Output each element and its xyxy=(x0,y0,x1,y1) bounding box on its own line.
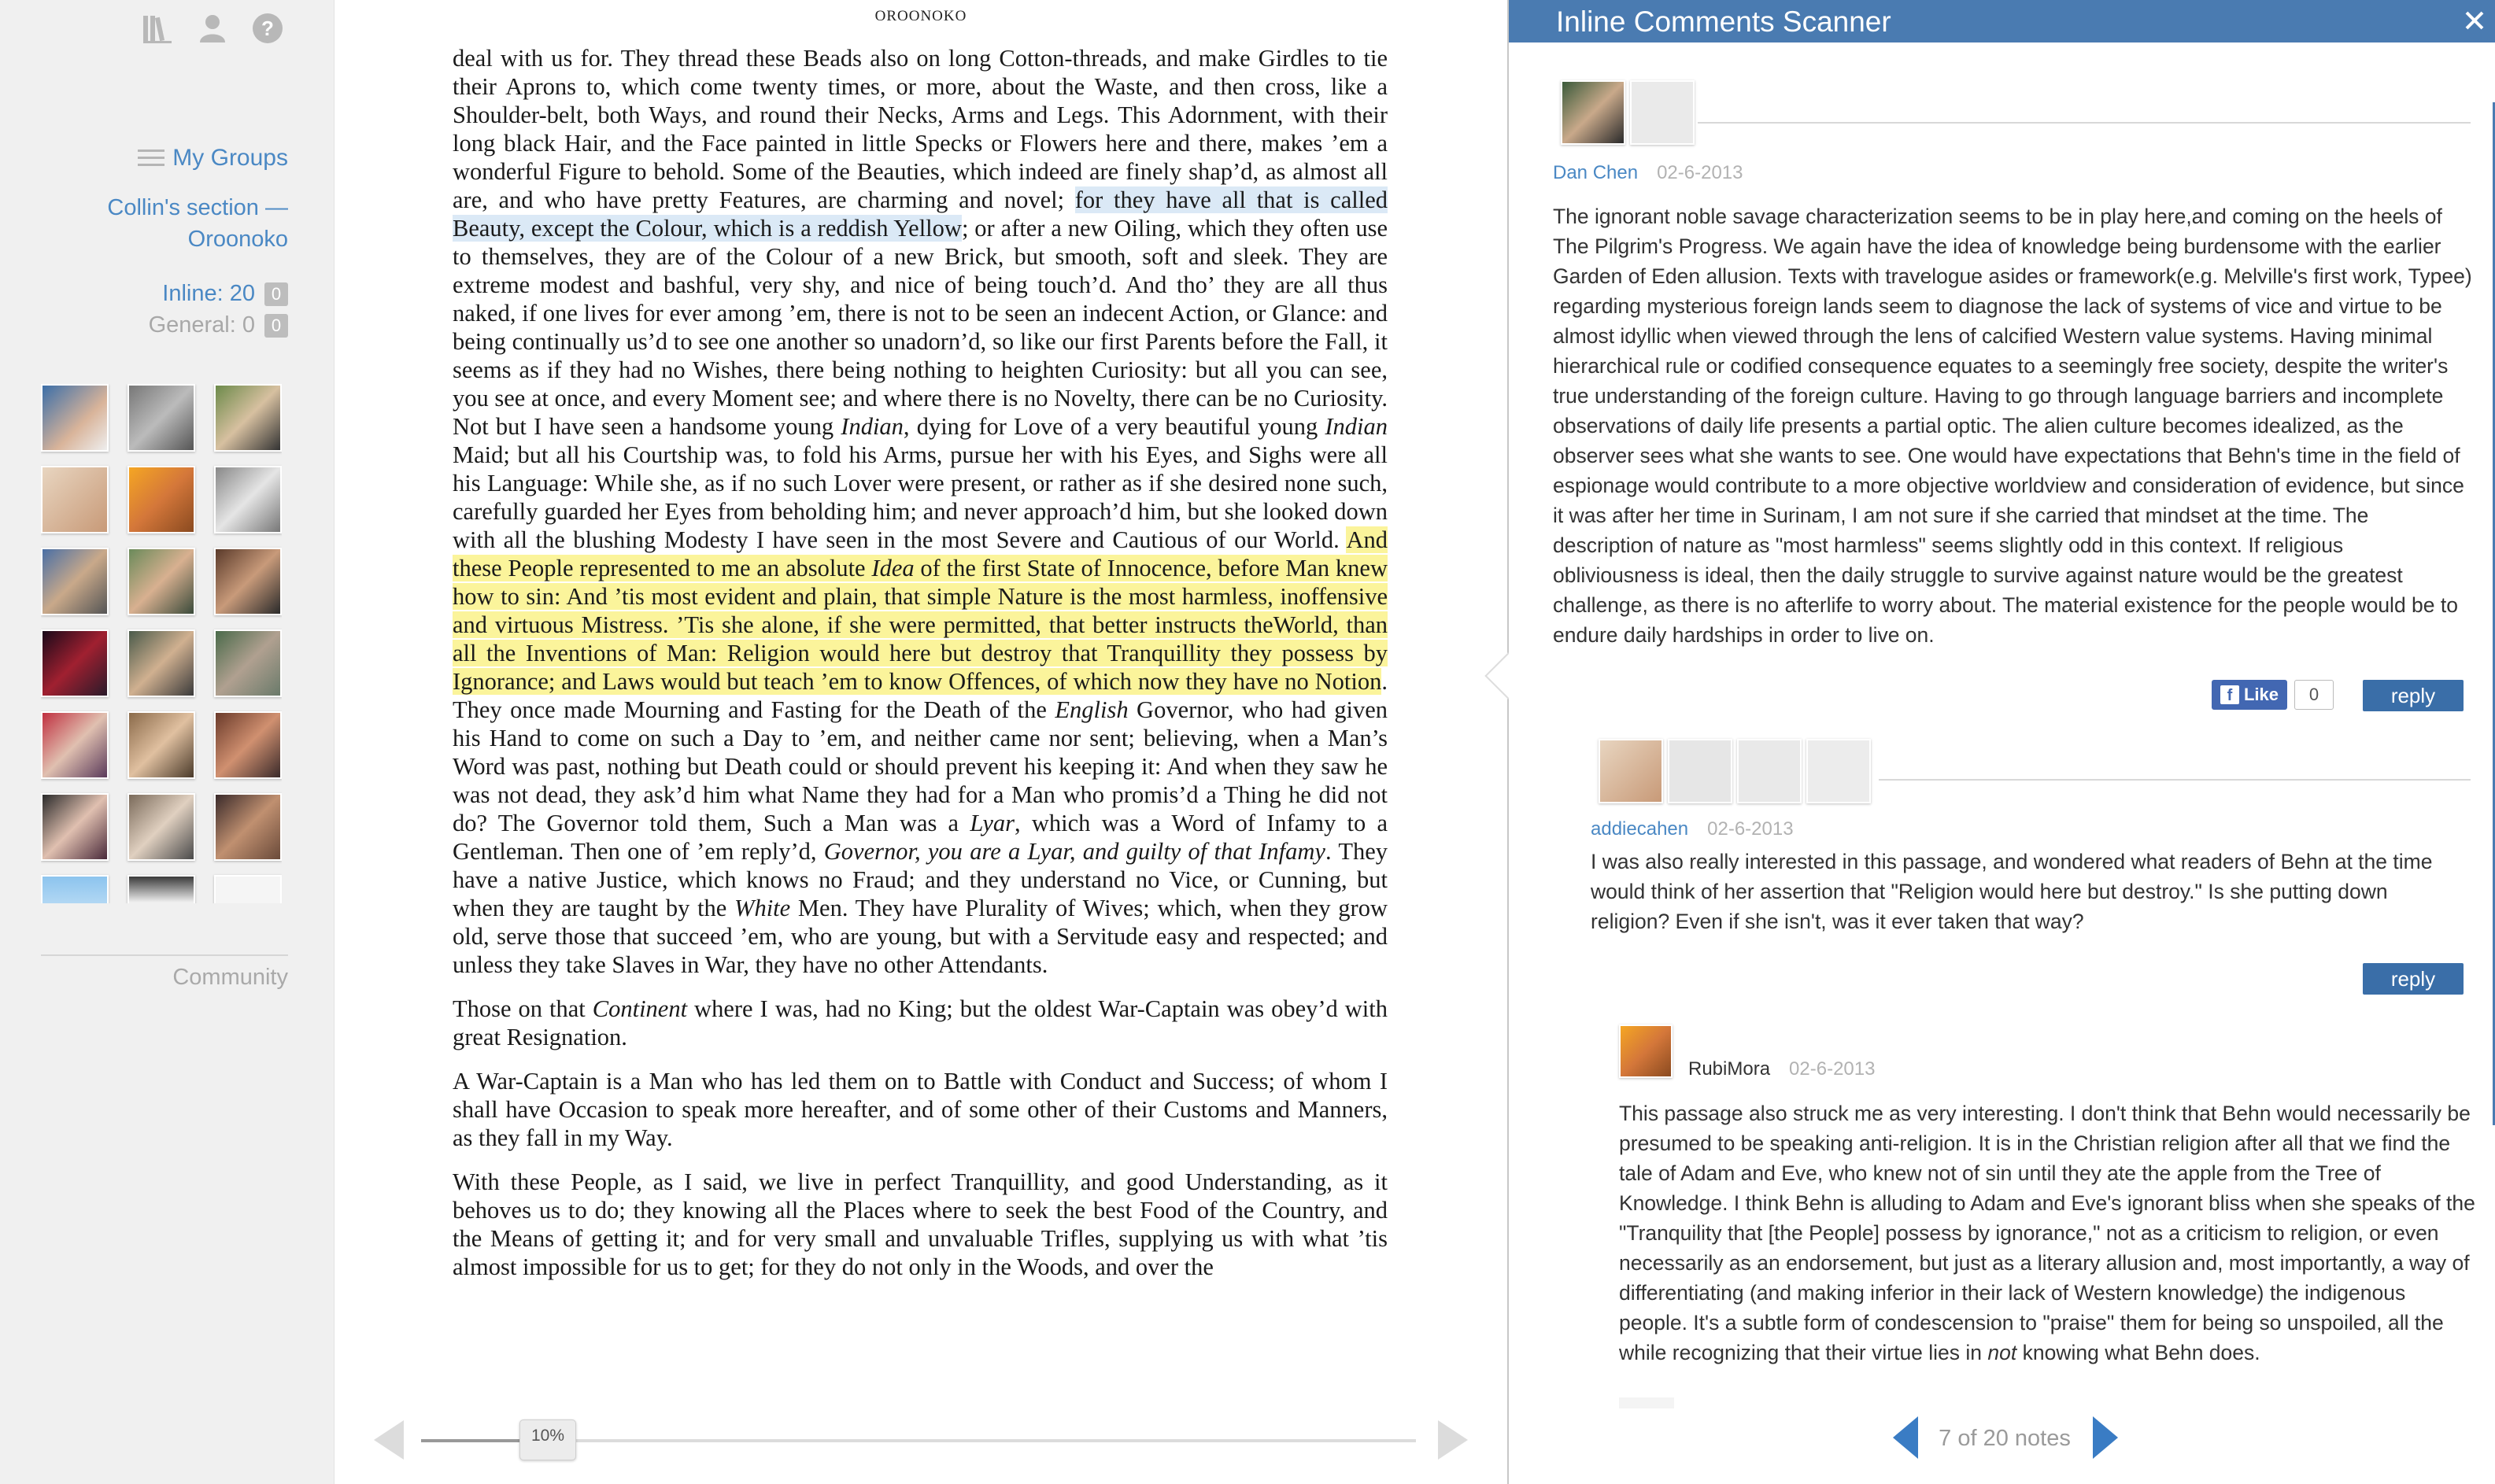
text-segment: where I was, had no King; but the oldest War-Captain was obey’d with great Resignation. xyxy=(453,995,1388,1050)
comment-body: The ignorant noble savage characterization seems to be in play here,and coming on the heels of The Pilgrim's Progress. We again have the idea of knowledge being burdensome with the earlier Garden of Eden allusion. Texts with travelogue asides or framework(e.g. Melville's first work, Typee) regarding mysterious foreign lands seem to diagnose the lack of systems of vice and virtue to be almost idyllic when viewed through the lens of calcified Western value systems. Having minimal hierarchical rule or codified consequence equates to a seemingly free society, despite the writer's true understanding of the foreign culture. Having to go through language barriers and incomplete observations of daily life presents a partial optic. The alien culture becomes idealized, as the observer sees what she wants to see. One would have expectations that Behn's time in the field of espionage would contribute to a more objective worldview and consideration of evidence, but since it was after her time in Surinam, I am not sure if she carried that mindset at the time. The description of nature as "most harmless" seems slightly odd in this context. If religious obliviousness is ideal, then the daily struggle to survive against nature would be the greatest challenge, as there is no afterlife to worry about. The material existence for the people would be to endure daily hardships in order to live on. xyxy=(1553,205,2472,647)
text-segment: , dying for Love of a very beautiful young xyxy=(903,413,1325,440)
prev-page-button[interactable] xyxy=(374,1420,404,1460)
avatar[interactable] xyxy=(41,548,109,615)
text-segment: Governor, you are a Lyar, and guilty of that Infamy xyxy=(823,838,1325,865)
avatar[interactable] xyxy=(214,384,282,452)
progress-fill xyxy=(421,1439,520,1442)
comment-text: This passage also struck me as very interesting. I don't think that Behn would necessarily be presumed to be speaking anti-religion. It is in the Christian religion after all that we find the tale of Adam and Eve, who knew not of sin until they ate the apple from the Tree of Knowledge. I think Behn is alluding to Adam and Eve's ignorant bliss when she speaks of the "Tranquility that [the People] possess by ignorance," not as a criticism to religion, or even necessarily as an endorsement, but just as a literary allusion and, most importantly, a way of differentiating (and making inferior in their lack of Western knowledge) the indigenous people. It's a subtle form of condescension to "praise" them for being so unspoiled, all the while recognizing that their virtue lies in xyxy=(1619,1102,2475,1364)
book-paragraph xyxy=(453,995,1388,1051)
comment-meta xyxy=(1688,1058,1875,1080)
highlighted-passage[interactable]: And these People represented to me an absolute xyxy=(453,526,1388,581)
inline-count-badge: 0 xyxy=(264,282,288,306)
text-segment: ; or after a new Oiling, which they often use to themselves, they are of the Colour of a new Brick, but smooth, soft and sleek. They are extreme modest and bashful, very shy, and nice of being touch’d. And tho’ they are all thus naked, if one lives for ever among ’em, there is not to be seen an indecent Action, or Glance: and being continually us’d to see one another so unadorn’d, so like our first Parents before the Fall, it seems as if they had no Wishes, there being nothing to heighten Curiosity: but all you can see, you see at once, and every Moment see; and where there is no Novelty, there can be no Curiosity. Not but I have seen a handsome young xyxy=(453,215,1388,440)
comment-meta xyxy=(1591,818,1794,840)
avatar[interactable] xyxy=(214,875,282,903)
comment-avatars xyxy=(1619,1024,1673,1078)
avatar[interactable] xyxy=(1806,739,1871,803)
avatar[interactable] xyxy=(128,629,195,697)
avatar[interactable] xyxy=(1619,1024,1673,1078)
progress-slider-handle[interactable]: 10% xyxy=(519,1419,576,1460)
book-paragraph xyxy=(453,44,1388,979)
user-icon[interactable] xyxy=(195,11,230,46)
svg-text:?: ? xyxy=(261,17,274,40)
text-segment: Those on that xyxy=(453,995,593,1022)
avatar[interactable] xyxy=(1668,739,1732,803)
library-icon[interactable] xyxy=(140,11,175,46)
book-paragraph xyxy=(453,1168,1388,1281)
avatar[interactable] xyxy=(214,548,282,615)
community-link[interactable]: Community xyxy=(172,965,288,990)
avatar[interactable] xyxy=(214,629,282,697)
like-count: 0 xyxy=(2294,680,2334,710)
avatar xyxy=(1619,1397,1674,1408)
comment-date: 02-6-2013 xyxy=(1707,818,1794,840)
avatar[interactable] xyxy=(128,793,195,861)
comment-divider xyxy=(1698,122,2471,124)
highlighted-passage[interactable]: for they have all that is called Beauty, except the Colour, which is a reddish Yellow xyxy=(453,186,1388,242)
like-label: Like xyxy=(2243,685,2279,704)
text-segment: Indian xyxy=(1325,413,1388,440)
general-count[interactable] xyxy=(149,312,288,338)
comment-divider xyxy=(1879,779,2471,781)
section-link[interactable]: Collin's section — Oroonoko xyxy=(107,195,288,252)
avatar[interactable] xyxy=(214,466,282,533)
comment-avatars xyxy=(1599,739,1871,803)
note-pager: 7 of 20 notes xyxy=(1939,1426,2071,1451)
panel-title: Inline Comments Scanner xyxy=(1556,6,1891,38)
panel-header xyxy=(1509,0,2495,42)
like-button[interactable] xyxy=(2212,680,2287,710)
reply-button[interactable]: reply xyxy=(2363,680,2464,711)
avatar[interactable] xyxy=(128,875,195,903)
avatar[interactable] xyxy=(41,466,109,533)
next-note-button[interactable] xyxy=(2093,1416,2118,1459)
text-segment: White xyxy=(734,895,791,921)
text-segment: . They have a native Justice, which knows no Fraud; and they understand no Vice, or Cunning, but when they are taught by the xyxy=(453,838,1388,921)
comment-author[interactable]: RubiMora xyxy=(1688,1058,1771,1080)
avatar[interactable] xyxy=(1737,739,1802,803)
text-segment: Maid; but all his Courtship was, to fold his Arms, pursue her with his Eyes, and Sighs were all his Language: While she, as if no such Lover were present, or rather as if she desired none such, carefully guarded her Eyes from beholding him; and never approach’d him, but she looked down with all the blushing Modesty I have seen in the most Severe and Cautious of our World. xyxy=(453,441,1388,553)
highlighted-passage[interactable]: of the first State of Innocence, before Man knew how to sin: And ’tis most evident and plain, that simple Nature is the most harmless, inoffensive and virtuous Mistress. ’Tis she alone, if she were permitted, that better instructs theWorld, than all the Inventions of Man: Religion would here but destroy that Tranquillity they possess by Ignorance; and Laws would but teach ’em to know Offences, of which now they have no Notion xyxy=(453,555,1388,695)
text-segment: Lyar xyxy=(970,810,1015,836)
menu-icon xyxy=(138,148,164,168)
inline-count[interactable] xyxy=(162,281,288,307)
comments-panel xyxy=(1507,0,2495,1484)
reply-button[interactable]: reply xyxy=(2363,963,2464,995)
avatar[interactable] xyxy=(214,793,282,861)
comment-meta xyxy=(1553,162,1743,184)
avatar[interactable] xyxy=(128,384,195,452)
my-groups-label: My Groups xyxy=(172,145,288,171)
comment-body xyxy=(1619,1098,2477,1368)
text-segment: Indian xyxy=(841,413,904,440)
text-segment: A War-Captain is a Man who has led them on to Battle with Conduct and Success; of whom I shall have Occasion to speak more hereafter, and of some other of their Customs and Manners, as they fall in my Way. xyxy=(453,1068,1388,1151)
comment-date: 02-6-2013 xyxy=(1789,1058,1876,1080)
prev-note-button[interactable] xyxy=(1893,1416,1918,1459)
avatar[interactable] xyxy=(1599,739,1663,803)
comment-text: knowing what Behn does. xyxy=(2016,1341,2260,1364)
close-icon[interactable] xyxy=(2462,8,2487,33)
community-divider xyxy=(41,954,288,956)
sidebar xyxy=(0,0,335,1484)
member-avatars xyxy=(41,384,282,903)
highlighted-passage[interactable]: Idea xyxy=(871,555,915,581)
avatar[interactable] xyxy=(41,793,109,861)
avatar[interactable] xyxy=(41,384,109,452)
text-segment: , which was a Word of Infamy to a Gentleman. Then one of ’em reply’d, xyxy=(453,810,1388,865)
general-count-label: General: 0 xyxy=(148,312,255,338)
text-segment: Continent xyxy=(592,995,688,1022)
text-segment: With these People, as I said, we live in perfect Tranquillity, and good Understanding, as it behoves us to do; they knowing all the Places where to seek the best Food of the Country, and the Means of getting it; and for very small and unvaluable Trifles, supplying us with what ’tis almost impossible for us to get; for they do not only in the Woods, and over the xyxy=(453,1168,1388,1280)
avatar[interactable] xyxy=(1561,80,1625,145)
avatar[interactable] xyxy=(128,466,195,533)
avatar[interactable] xyxy=(128,711,195,779)
sidebar-top-icons xyxy=(140,11,285,46)
comment-author[interactable]: Dan Chen xyxy=(1553,162,1639,183)
text-segment: Men. They have Plurality of Wives; which, when they grow old, serve those that succeed ’em, who are young, but with a Servitude easy and respected; and unless they take Slaves in War, they have no other Attendants. xyxy=(453,895,1388,978)
my-groups-heading[interactable] xyxy=(138,145,288,172)
comment-date: 02-6-2013 xyxy=(1657,162,1743,183)
text-segment: deal with us for. They thread these Beads also on long Cotton-threads, and make Girdles to tie their Aprons to, which come twenty times, or more, about the Waste, and then cross, like a Shoulder-belt, both Ways, and round their Necks, Arms and Legs. This Adornment, with their long black Hair, and the Face painted in little Specks or Flowers here and there, makes ’em a wonderful Figure to behold. Some of the Beauties, which indeed are finely shap’d, as almost all are, and who have pretty Features, are charming and novel; xyxy=(453,45,1388,213)
text-segment: Governor, who had given his Hand to come on such a Day to ’em, and neither came nor sent; believing, when a Man’s Word was past, nothing but Death could or should prevent his keeping it: And when they saw he was not dead, they ask’d him what Name they had for a Man who promis’d a Thing he did not do? The Governor told them, Such a Man was a xyxy=(453,696,1388,836)
book-title: OROONOKO xyxy=(874,8,967,24)
help-icon[interactable] xyxy=(250,11,285,46)
avatar[interactable] xyxy=(41,629,109,697)
general-count-badge: 0 xyxy=(264,314,288,338)
comment-avatars xyxy=(1561,80,1695,145)
avatar[interactable] xyxy=(214,711,282,779)
text-segment: English xyxy=(1055,696,1129,723)
book-text xyxy=(453,44,1388,1297)
comment-emphasis: not xyxy=(1987,1341,2017,1364)
inline-count-label: Inline: 20 xyxy=(162,281,255,306)
text-segment: . They once made Mourning and Fasting for the Death of the xyxy=(453,668,1388,723)
reader xyxy=(335,0,1507,1484)
avatar[interactable] xyxy=(128,548,195,615)
next-page-button[interactable] xyxy=(1438,1420,1468,1460)
avatar[interactable] xyxy=(1630,80,1695,145)
comment-body: I was also really interested in this passage, and wondered what readers of Behn at the time would think of her assertion that "Religion would here but destroy." Is she putting down religion? Even if she isn't, was it ever taken that way? xyxy=(1591,850,2433,933)
comment-author[interactable]: addiecahen xyxy=(1591,818,1689,840)
book-paragraph xyxy=(453,1067,1388,1152)
avatar[interactable] xyxy=(41,711,109,779)
facebook-icon: f xyxy=(2220,685,2239,704)
avatar[interactable] xyxy=(41,875,109,903)
